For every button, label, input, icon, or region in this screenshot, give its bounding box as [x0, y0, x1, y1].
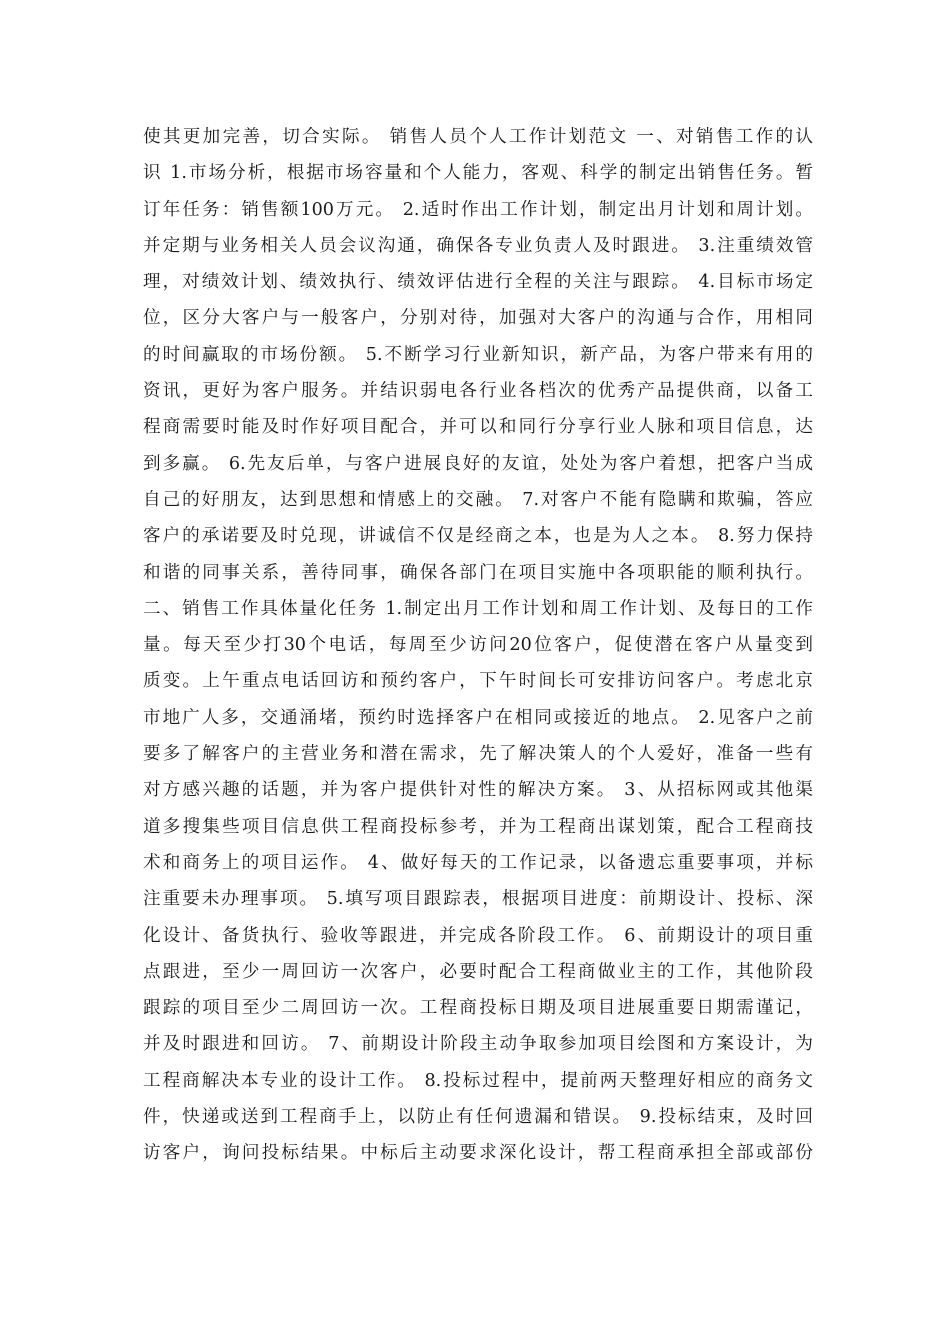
- text-line: 点跟进，至少一周回访一次客户，必要时配合工程商做业主的工作，其他阶段: [143, 961, 813, 982]
- text-line: 质变。上午重点电话回访和预约客户，下午时间长可安排访问客户。考虑北京: [143, 671, 813, 692]
- text-line: 注重要未办理事项。 5.填写项目跟踪表，根据项目进度：前期设计、投标、深: [143, 889, 813, 910]
- text-line: 和谐的同事关系，善待同事，确保各部门在项目实施中各项职能的顺利执行。: [143, 562, 813, 583]
- text-line: 的时间赢取的市场份额。 5.不断学习行业新知识，新产品，为客户带来有用的: [143, 344, 813, 365]
- text-line: 要多了解客户的主营业务和潜在需求，先了解决策人的个人爱好，准备一些有: [143, 744, 813, 765]
- text-line: 使其更加完善，切合实际。 销售人员个人工作计划范文 一、对销售工作的认: [143, 127, 813, 147]
- text-line: 到多赢。 6.先友后单，与客户进展良好的友谊，处处为客户着想，把客户当成: [143, 453, 813, 474]
- text-line: 对方感兴趣的话题，并为客户提供针对性的解决方案。 3、从招标网或其他渠: [143, 780, 813, 801]
- text-line: 订年任务：销售额100万元。 2.适时作出工作计划，制定出月计划和周计划。: [143, 199, 813, 220]
- text-line: 二、销售工作具体量化任务 1.制定出月工作计划和周工作计划、及每日的工作: [143, 598, 813, 619]
- text-line: 术和商务上的项目运作。 4、做好每天的工作记录，以备遗忘重要事项，并标: [143, 852, 813, 873]
- text-line: 件，快递或送到工程商手上，以防止有任何遗漏和错误。 9.投标结束，及时回: [143, 1107, 813, 1128]
- text-line: 道多搜集些项目信息供工程商投标参考，并为工程商出谋划策，配合工程商技: [143, 816, 813, 837]
- text-line: 位，区分大客户与一般客户，分别对待，加强对大客户的沟通与合作，用相同: [143, 308, 813, 329]
- text-line: 化设计、备货执行、验收等跟进，并完成各阶段工作。 6、前期设计的项目重: [143, 925, 813, 946]
- text-line: 并定期与业务相关人员会议沟通，确保各专业负责人及时跟进。 3.注重绩效管: [143, 235, 813, 256]
- text-line: 跟踪的项目至少二周回访一次。工程商投标日期及项目进展重要日期需谨记，: [143, 998, 813, 1019]
- text-line: 自己的好朋友，达到思想和情感上的交融。 7.对客户不能有隐瞒和欺骗，答应: [143, 489, 813, 510]
- text-line: 量。每天至少打30个电话，每周至少访问20位客户，促使潜在客户从量变到: [143, 635, 813, 656]
- text-line: 资讯，更好为客户服务。并结识弱电各行业各档次的优秀产品提供商，以备工: [143, 381, 813, 402]
- text-line: 客户的承诺要及时兑现，讲诚信不仅是经商之本，也是为人之本。 8.努力保持: [143, 526, 813, 547]
- text-line: 理，对绩效计划、绩效执行、绩效评估进行全程的关注与跟踪。 4.目标市场定: [143, 272, 813, 293]
- text-line: 并及时跟进和回访。 7、前期设计阶段主动争取参加项目绘图和方案设计，为: [143, 1034, 813, 1055]
- text-line: 程商需要时能及时作好项目配合，并可以和同行分享行业人脉和项目信息，达: [143, 417, 813, 438]
- text-line: 访客户，询问投标结果。中标后主动要求深化设计，帮工程商承担全部或部份: [143, 1143, 813, 1164]
- text-line: 工程商解决本专业的设计工作。 8.投标过程中，提前两天整理好相应的商务文: [143, 1070, 813, 1091]
- text-line: 市地广人多，交通涌堵，预约时选择客户在相同或接近的地点。 2.见客户之前: [143, 707, 813, 728]
- text-line: 识 1.市场分析，根据市场容量和个人能力，客观、科学的制定出销售任务。暂: [143, 163, 813, 184]
- body-text: [143, 119, 813, 1172]
